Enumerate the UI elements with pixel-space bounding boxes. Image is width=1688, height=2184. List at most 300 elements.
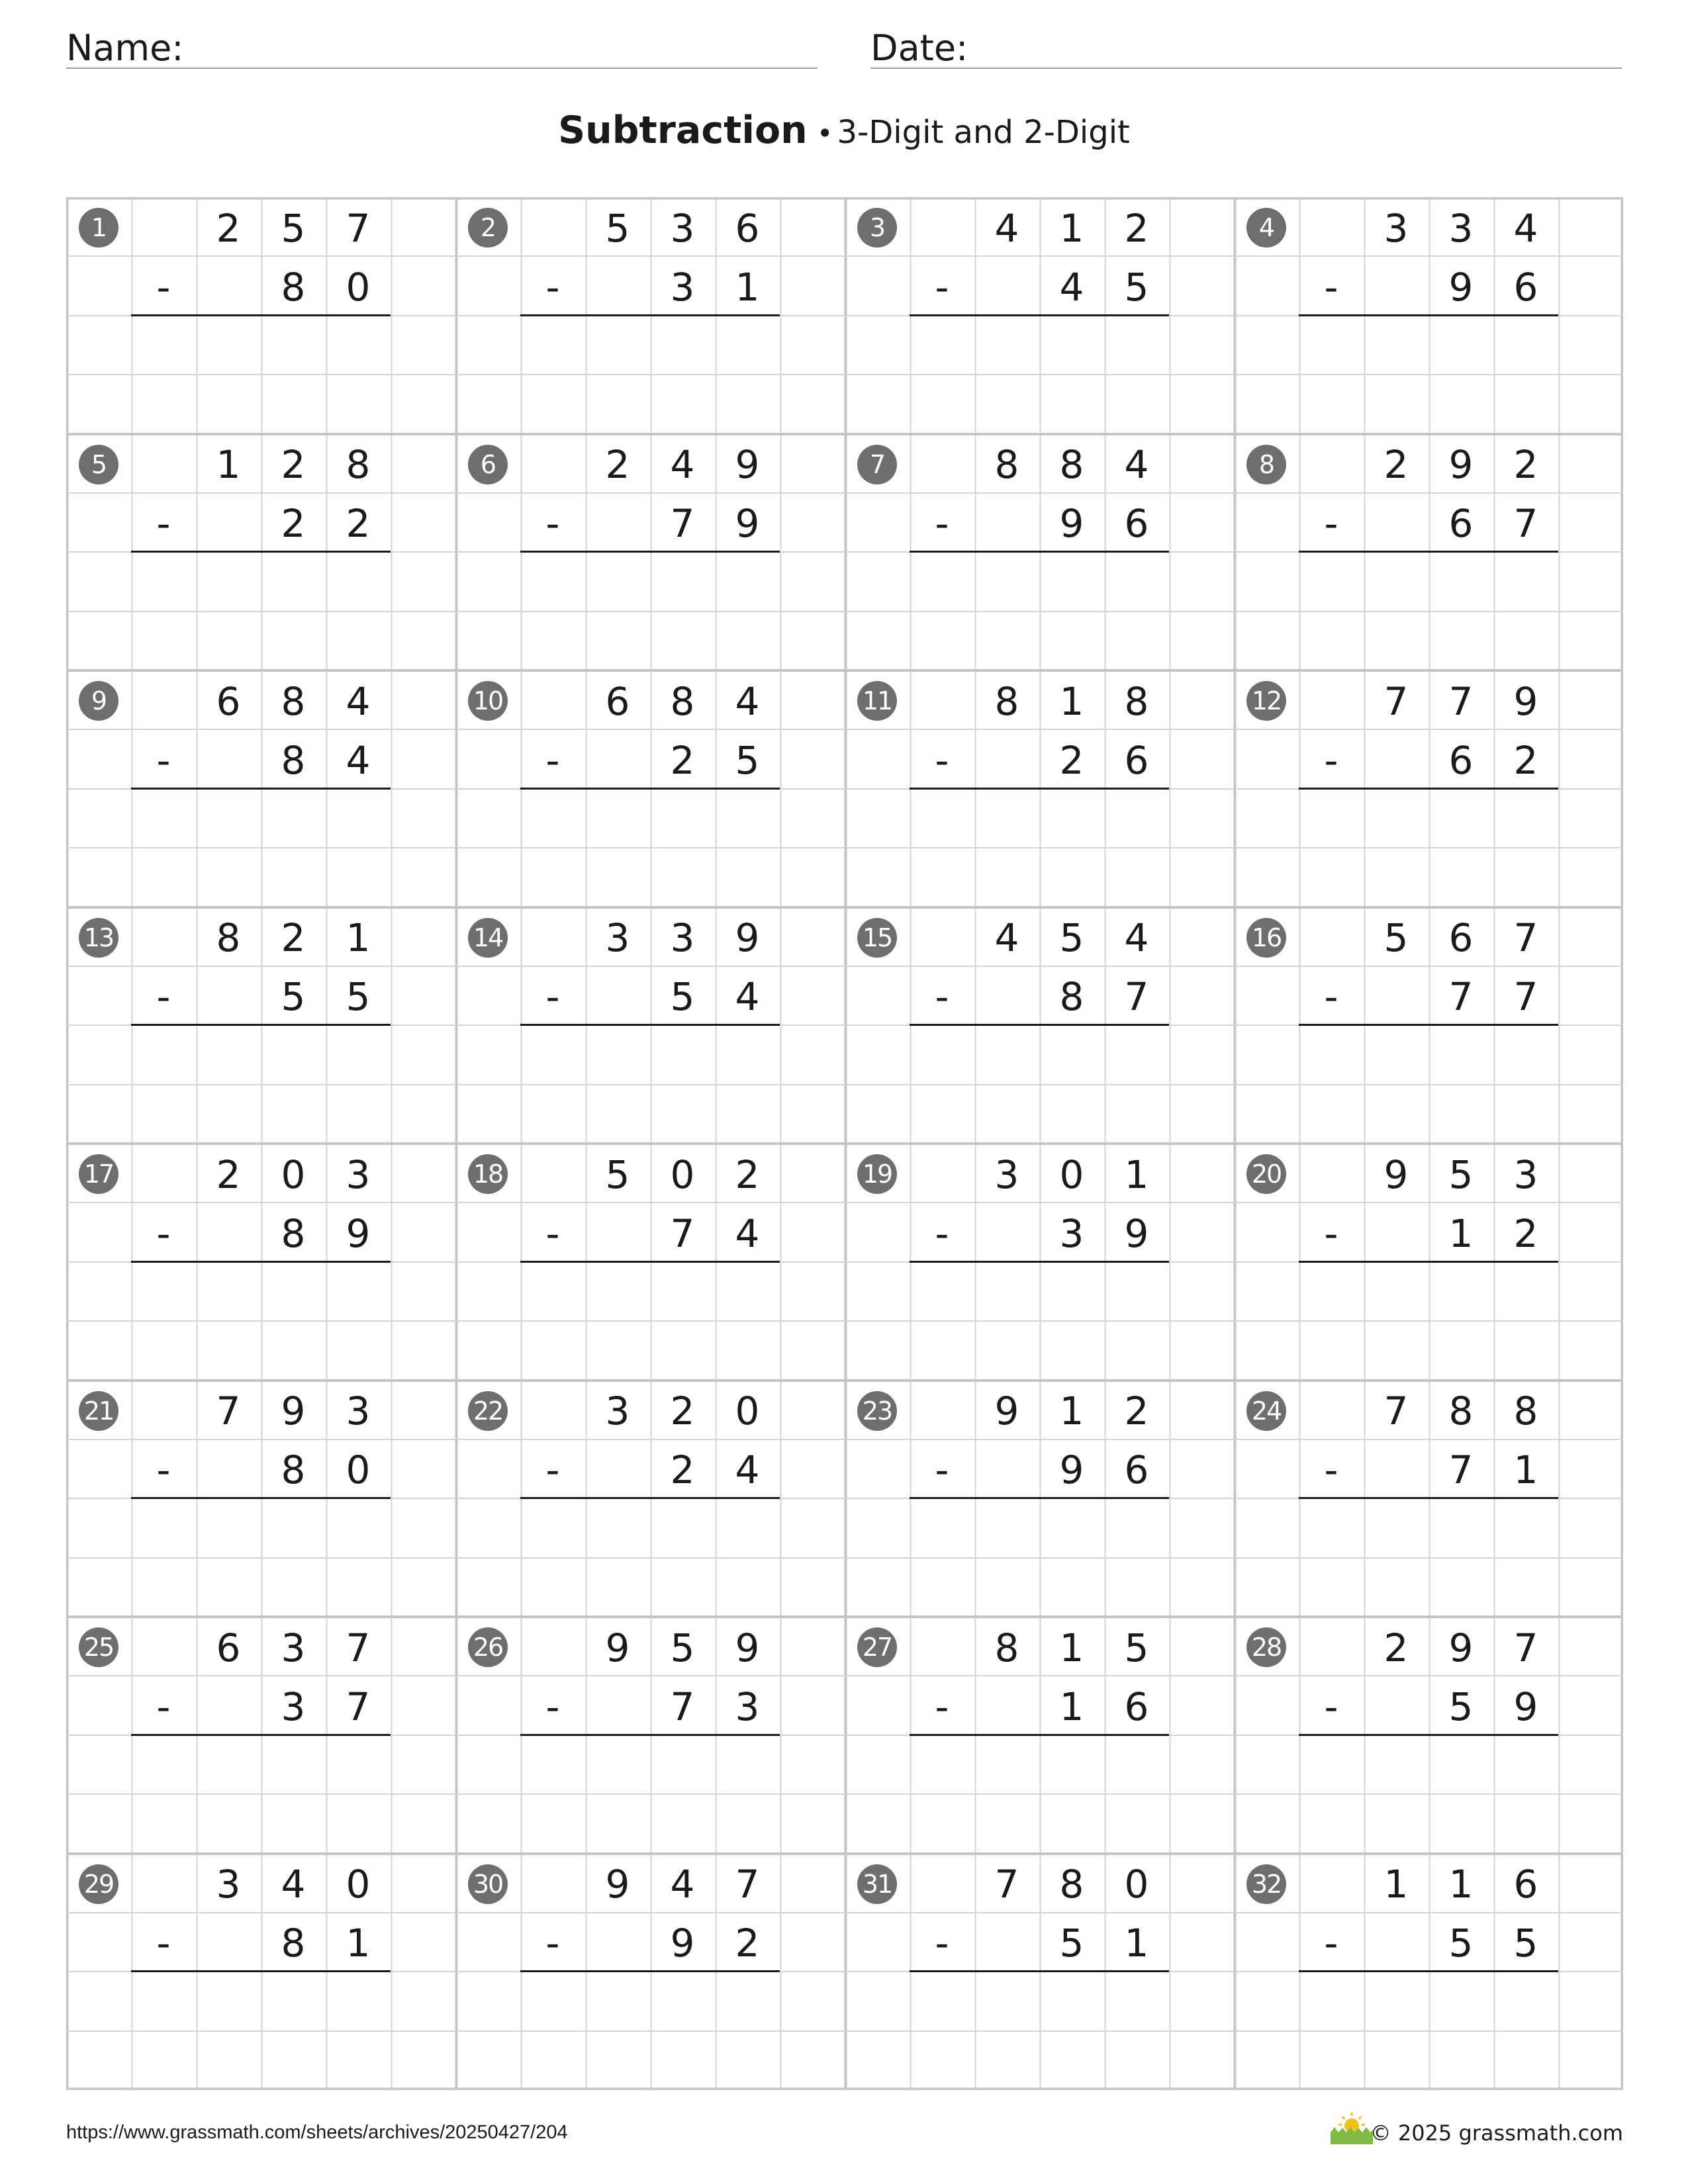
minuend-digit: 5 xyxy=(605,1152,630,1197)
problem-number-badge: 12 xyxy=(1246,681,1286,721)
minuend-digit: 1 xyxy=(1124,1152,1149,1197)
minus-sign: - xyxy=(156,1684,171,1729)
subtrahend-digit: 6 xyxy=(1124,1447,1149,1493)
minuend-digit: 7 xyxy=(735,1862,760,1907)
answer-area[interactable] xyxy=(131,1500,391,1559)
subtrahend-digit: 5 xyxy=(1448,1684,1474,1729)
subtrahend-digit: 6 xyxy=(1124,1684,1149,1729)
answer-area[interactable] xyxy=(520,790,780,849)
minuend-digit: 9 xyxy=(735,1625,760,1670)
minus-sign: - xyxy=(545,501,560,547)
subtrahend-digit: 9 xyxy=(1513,1684,1538,1729)
subtrahend-digit: 8 xyxy=(1059,974,1084,1020)
minuend-digit: 1 xyxy=(1383,1862,1409,1907)
problem-number-badge: 18 xyxy=(468,1154,508,1194)
minus-sign: - xyxy=(935,1684,949,1729)
minuend-digit: 2 xyxy=(735,1152,760,1197)
answer-area[interactable] xyxy=(910,1737,1169,1796)
answer-area[interactable] xyxy=(910,553,1169,612)
minuend-digit: 5 xyxy=(281,205,306,251)
subtrahend-digit: 1 xyxy=(1124,1921,1149,1966)
minuend-digit: 9 xyxy=(735,442,760,487)
subtrahend-digit: 2 xyxy=(670,1447,695,1493)
problem-number-badge: 30 xyxy=(468,1864,508,1904)
minuend-digit: 8 xyxy=(994,678,1019,724)
subtrahend-digit: 9 xyxy=(735,501,760,547)
answer-underline xyxy=(131,551,391,553)
minuend-digit: 4 xyxy=(670,442,695,487)
minuend-digit: 3 xyxy=(281,1625,306,1670)
minuend-digit: 5 xyxy=(1059,915,1084,960)
minus-sign: - xyxy=(545,1684,560,1729)
minuend-digit: 8 xyxy=(994,442,1019,487)
minuend-digit: 9 xyxy=(1383,1152,1409,1197)
subtrahend-digit: 7 xyxy=(1448,1447,1474,1493)
minuend-digit: 0 xyxy=(281,1152,306,1197)
minuend-digit: 7 xyxy=(1513,915,1538,960)
minuend-digit: 4 xyxy=(1513,205,1538,251)
minus-sign: - xyxy=(1324,1210,1338,1256)
subtrahend-digit: 5 xyxy=(346,974,371,1020)
name-label: Name: xyxy=(66,27,184,69)
minuend-digit: 5 xyxy=(1383,915,1409,960)
minus-sign: - xyxy=(156,1447,171,1493)
minuend-digit: 8 xyxy=(281,678,306,724)
minuend-digit: 7 xyxy=(1448,678,1474,724)
minuend-digit: 8 xyxy=(216,915,241,960)
minuend-digit: 7 xyxy=(994,1862,1019,1907)
answer-underline xyxy=(131,314,391,316)
minuend-digit: 0 xyxy=(1124,1862,1149,1907)
subtrahend-digit: 6 xyxy=(1513,264,1538,310)
answer-underline xyxy=(520,1734,780,1736)
answer-area[interactable] xyxy=(520,1026,780,1085)
answer-area[interactable] xyxy=(910,1263,1169,1322)
minuend-digit: 9 xyxy=(1448,442,1474,487)
problem-number-badge: 9 xyxy=(79,681,118,721)
answer-underline xyxy=(910,1970,1169,1972)
subtrahend-digit: 6 xyxy=(1448,737,1474,783)
problem-grid xyxy=(66,197,1623,2090)
answer-area[interactable] xyxy=(1299,1263,1558,1322)
problem-number-badge: 32 xyxy=(1246,1864,1286,1904)
subtrahend-digit: 8 xyxy=(281,1447,306,1493)
problem-number-badge: 5 xyxy=(79,445,118,484)
minus-sign: - xyxy=(156,1921,171,1966)
minuend-digit: 2 xyxy=(1513,442,1538,487)
problem-number-badge: 16 xyxy=(1246,918,1286,958)
answer-underline xyxy=(910,551,1169,553)
minuend-digit: 7 xyxy=(346,1625,371,1670)
minus-sign: - xyxy=(545,1921,560,1966)
footer-copyright: © 2025 grassmath.com xyxy=(1370,2120,1623,2146)
minus-sign: - xyxy=(156,974,171,1020)
minuend-digit: 3 xyxy=(216,1862,241,1907)
answer-underline xyxy=(1299,1024,1558,1026)
answer-area[interactable] xyxy=(131,1737,391,1796)
subtrahend-digit: 7 xyxy=(1513,974,1538,1020)
minus-sign: - xyxy=(545,264,560,310)
answer-underline xyxy=(131,1497,391,1499)
subtrahend-digit: 6 xyxy=(1124,737,1149,783)
answer-area[interactable] xyxy=(1299,317,1558,376)
minuend-digit: 3 xyxy=(994,1152,1019,1197)
answer-underline xyxy=(910,1261,1169,1263)
answer-underline xyxy=(1299,314,1558,316)
problem-number-badge: 31 xyxy=(857,1864,897,1904)
minus-sign: - xyxy=(935,501,949,547)
minuend-digit: 7 xyxy=(346,205,371,251)
answer-underline xyxy=(131,1024,391,1026)
minuend-digit: 3 xyxy=(670,915,695,960)
problem-number-badge: 23 xyxy=(857,1391,897,1431)
problem-number-badge: 15 xyxy=(857,918,897,958)
minuend-digit: 8 xyxy=(1513,1388,1538,1433)
problem-number-badge: 10 xyxy=(468,681,508,721)
minuend-digit: 7 xyxy=(1383,1388,1409,1433)
problem-number-badge: 24 xyxy=(1246,1391,1286,1431)
minus-sign: - xyxy=(545,737,560,783)
minuend-digit: 9 xyxy=(605,1625,630,1670)
subtrahend-digit: 2 xyxy=(1513,1210,1538,1256)
subtrahend-digit: 9 xyxy=(1059,501,1084,547)
minuend-digit: 2 xyxy=(670,1388,695,1433)
answer-area[interactable] xyxy=(520,317,780,376)
subtrahend-digit: 5 xyxy=(1059,1921,1084,1966)
subtrahend-digit: 8 xyxy=(281,737,306,783)
minuend-digit: 4 xyxy=(994,205,1019,251)
minuend-digit: 8 xyxy=(1059,1862,1084,1907)
answer-area[interactable] xyxy=(520,1263,780,1322)
subtrahend-digit: 2 xyxy=(670,737,695,783)
answer-area[interactable] xyxy=(131,1263,391,1322)
subtrahend-digit: 2 xyxy=(735,1921,760,1966)
minuend-digit: 7 xyxy=(1513,1625,1538,1670)
subtrahend-digit: 1 xyxy=(1448,1210,1474,1256)
minuend-digit: 7 xyxy=(1383,678,1409,724)
subtrahend-digit: 8 xyxy=(281,264,306,310)
subtrahend-digit: 5 xyxy=(1513,1921,1538,1966)
minuend-digit: 2 xyxy=(281,915,306,960)
minuend-digit: 1 xyxy=(1448,1862,1474,1907)
name-field[interactable] xyxy=(66,20,818,69)
subtrahend-digit: 7 xyxy=(346,1684,371,1729)
problem-number-badge: 13 xyxy=(79,918,118,958)
answer-underline xyxy=(1299,1261,1558,1263)
subtrahend-digit: 7 xyxy=(1513,501,1538,547)
problem-number-badge: 2 xyxy=(468,208,508,248)
subtrahend-digit: 5 xyxy=(670,974,695,1020)
problem-number-badge: 22 xyxy=(468,1391,508,1431)
problem-number-badge: 11 xyxy=(857,681,897,721)
answer-area[interactable] xyxy=(520,553,780,612)
answer-area[interactable] xyxy=(1299,1973,1558,2032)
answer-underline xyxy=(520,1261,780,1263)
problem-number-badge: 4 xyxy=(1246,208,1286,248)
problem-number-badge: 14 xyxy=(468,918,508,958)
minuend-digit: 1 xyxy=(1059,205,1084,251)
problem-number-badge: 29 xyxy=(79,1864,118,1904)
subtrahend-digit: 4 xyxy=(1059,264,1084,310)
problem-number-badge: 6 xyxy=(468,445,508,484)
problem-number-badge: 17 xyxy=(79,1154,118,1194)
subtrahend-digit: 2 xyxy=(1513,737,1538,783)
minus-sign: - xyxy=(1324,264,1338,310)
subtrahend-digit: 2 xyxy=(346,501,371,547)
minuend-digit: 3 xyxy=(1383,205,1409,251)
answer-area[interactable] xyxy=(131,790,391,849)
subtrahend-digit: 7 xyxy=(670,501,695,547)
answer-area[interactable] xyxy=(131,553,391,612)
problem-number-badge: 21 xyxy=(79,1391,118,1431)
date-field[interactable] xyxy=(870,20,1622,69)
title-main: Subtraction xyxy=(558,109,808,152)
answer-area[interactable] xyxy=(1299,790,1558,849)
minuend-digit: 1 xyxy=(216,442,241,487)
minus-sign: - xyxy=(1324,1684,1338,1729)
answer-underline xyxy=(520,1970,780,1972)
problem-number-badge: 7 xyxy=(857,445,897,484)
subtrahend-digit: 1 xyxy=(1513,1447,1538,1493)
minus-sign: - xyxy=(935,1921,949,1966)
answer-underline xyxy=(1299,788,1558,790)
minuend-digit: 1 xyxy=(1059,678,1084,724)
subtrahend-digit: 6 xyxy=(1448,501,1474,547)
subtrahend-digit: 9 xyxy=(670,1921,695,1966)
answer-underline xyxy=(131,1261,391,1263)
subtrahend-digit: 0 xyxy=(346,264,371,310)
answer-underline xyxy=(910,1024,1169,1026)
minuend-digit: 1 xyxy=(1059,1625,1084,1670)
answer-area[interactable] xyxy=(910,1973,1169,2032)
minus-sign: - xyxy=(935,974,949,1020)
minus-sign: - xyxy=(935,737,949,783)
minuend-digit: 2 xyxy=(1124,205,1149,251)
subtrahend-digit: 3 xyxy=(670,264,695,310)
minuend-digit: 4 xyxy=(735,678,760,724)
answer-area[interactable] xyxy=(131,317,391,376)
subtrahend-digit: 2 xyxy=(1059,737,1084,783)
subtrahend-digit: 5 xyxy=(735,737,760,783)
minuend-digit: 2 xyxy=(1124,1388,1149,1433)
answer-underline xyxy=(910,1497,1169,1499)
problem-number-badge: 20 xyxy=(1246,1154,1286,1194)
subtrahend-digit: 7 xyxy=(1124,974,1149,1020)
minuend-digit: 9 xyxy=(1448,1625,1474,1670)
minuend-digit: 3 xyxy=(1448,205,1474,251)
minuend-digit: 4 xyxy=(1124,915,1149,960)
minuend-digit: 9 xyxy=(281,1388,306,1433)
subtrahend-digit: 9 xyxy=(1448,264,1474,310)
answer-underline xyxy=(520,788,780,790)
answer-underline xyxy=(1299,551,1558,553)
minuend-digit: 3 xyxy=(605,915,630,960)
minuend-digit: 6 xyxy=(735,205,760,251)
minus-sign: - xyxy=(545,1447,560,1493)
minus-sign: - xyxy=(1324,737,1338,783)
answer-underline xyxy=(520,1024,780,1026)
title-bullet: • xyxy=(816,117,833,150)
answer-underline xyxy=(910,314,1169,316)
subtrahend-digit: 9 xyxy=(1124,1210,1149,1256)
minuend-digit: 4 xyxy=(346,678,371,724)
date-label: Date: xyxy=(870,27,968,69)
subtrahend-digit: 5 xyxy=(1448,1921,1474,1966)
problem-number-badge: 19 xyxy=(857,1154,897,1194)
minuend-digit: 0 xyxy=(735,1388,760,1433)
subtrahend-digit: 4 xyxy=(735,974,760,1020)
minuend-digit: 8 xyxy=(670,678,695,724)
minuend-digit: 9 xyxy=(994,1388,1019,1433)
minuend-digit: 4 xyxy=(670,1862,695,1907)
subtrahend-digit: 3 xyxy=(1059,1210,1084,1256)
minuend-digit: 4 xyxy=(1124,442,1149,487)
minuend-digit: 3 xyxy=(670,205,695,251)
subtrahend-digit: 3 xyxy=(281,1684,306,1729)
answer-underline xyxy=(520,314,780,316)
subtrahend-digit: 7 xyxy=(670,1684,695,1729)
minuend-digit: 0 xyxy=(670,1152,695,1197)
answer-area[interactable] xyxy=(520,1737,780,1796)
minuend-digit: 0 xyxy=(1059,1152,1084,1197)
answer-underline xyxy=(1299,1970,1558,1972)
answer-underline xyxy=(520,551,780,553)
footer-url[interactable]: https://www.grassmath.com/sheets/archives/20250427/204 xyxy=(66,2122,568,2143)
subtrahend-digit: 1 xyxy=(1059,1684,1084,1729)
minuend-digit: 2 xyxy=(1383,442,1409,487)
minuend-digit: 6 xyxy=(216,678,241,724)
subtrahend-digit: 9 xyxy=(1059,1447,1084,1493)
subtrahend-digit: 6 xyxy=(1124,501,1149,547)
subtrahend-digit: 4 xyxy=(735,1210,760,1256)
answer-area[interactable] xyxy=(1299,1737,1558,1796)
minuend-digit: 6 xyxy=(1513,1862,1538,1907)
minuend-digit: 5 xyxy=(1448,1152,1474,1197)
minuend-digit: 9 xyxy=(1513,678,1538,724)
minuend-digit: 4 xyxy=(281,1862,306,1907)
minuend-digit: 5 xyxy=(670,1625,695,1670)
minus-sign: - xyxy=(1324,974,1338,1020)
minus-sign: - xyxy=(935,1447,949,1493)
answer-underline xyxy=(1299,1734,1558,1736)
minuend-digit: 9 xyxy=(605,1862,630,1907)
minuend-digit: 5 xyxy=(605,205,630,251)
minus-sign: - xyxy=(1324,501,1338,547)
minuend-digit: 6 xyxy=(605,678,630,724)
problem-number-badge: 3 xyxy=(857,208,897,248)
minus-sign: - xyxy=(156,737,171,783)
minuend-digit: 7 xyxy=(216,1388,241,1433)
answer-area[interactable] xyxy=(1299,553,1558,612)
subtrahend-digit: 7 xyxy=(670,1210,695,1256)
minuend-digit: 2 xyxy=(605,442,630,487)
minuend-digit: 3 xyxy=(346,1388,371,1433)
answer-underline xyxy=(131,1970,391,1972)
minus-sign: - xyxy=(1324,1447,1338,1493)
minuend-digit: 2 xyxy=(1383,1625,1409,1670)
answer-underline xyxy=(131,1734,391,1736)
minus-sign: - xyxy=(935,264,949,310)
answer-underline xyxy=(131,788,391,790)
subtrahend-digit: 4 xyxy=(735,1447,760,1493)
problem-number-badge: 25 xyxy=(79,1627,118,1667)
answer-area[interactable] xyxy=(910,317,1169,376)
subtrahend-digit: 9 xyxy=(346,1210,371,1256)
subtrahend-digit: 8 xyxy=(281,1921,306,1966)
answer-area[interactable] xyxy=(520,1500,780,1559)
title-subtitle: 3-Digit and 2-Digit xyxy=(837,114,1130,151)
minuend-digit: 5 xyxy=(1124,1625,1149,1670)
minuend-digit: 4 xyxy=(994,915,1019,960)
minus-sign: - xyxy=(156,1210,171,1256)
answer-underline xyxy=(520,1497,780,1499)
subtrahend-digit: 4 xyxy=(346,737,371,783)
minuend-digit: 1 xyxy=(1059,1388,1084,1433)
answer-underline xyxy=(910,788,1169,790)
subtrahend-digit: 1 xyxy=(346,1921,371,1966)
minuend-digit: 3 xyxy=(605,1388,630,1433)
minuend-digit: 8 xyxy=(1448,1388,1474,1433)
subtrahend-digit: 0 xyxy=(346,1447,371,1493)
minuend-digit: 6 xyxy=(216,1625,241,1670)
minus-sign: - xyxy=(1324,1921,1338,1966)
minuend-digit: 2 xyxy=(216,1152,241,1197)
minus-sign: - xyxy=(156,264,171,310)
minus-sign: - xyxy=(545,974,560,1020)
answer-underline xyxy=(910,1734,1169,1736)
minuend-digit: 3 xyxy=(346,1152,371,1197)
problem-number-badge: 8 xyxy=(1246,445,1286,484)
grass-sun-logo-icon xyxy=(1327,2110,1377,2147)
problem-number-badge: 1 xyxy=(79,208,118,248)
minuend-digit: 2 xyxy=(216,205,241,251)
problem-number-badge: 27 xyxy=(857,1627,897,1667)
minuend-digit: 3 xyxy=(1513,1152,1538,1197)
minuend-digit: 2 xyxy=(281,442,306,487)
answer-area[interactable] xyxy=(1299,1500,1558,1559)
minus-sign: - xyxy=(935,1210,949,1256)
minuend-digit: 1 xyxy=(346,915,371,960)
minuend-digit: 0 xyxy=(346,1862,371,1907)
subtrahend-digit: 2 xyxy=(281,501,306,547)
answer-area[interactable] xyxy=(520,1973,780,2032)
problem-number-badge: 26 xyxy=(468,1627,508,1667)
minuend-digit: 8 xyxy=(1059,442,1084,487)
answer-area[interactable] xyxy=(910,1026,1169,1085)
subtrahend-digit: 8 xyxy=(281,1210,306,1256)
subtrahend-digit: 3 xyxy=(735,1684,760,1729)
worksheet-title xyxy=(0,104,1688,160)
minus-sign: - xyxy=(545,1210,560,1256)
minuend-digit: 9 xyxy=(735,915,760,960)
answer-area[interactable] xyxy=(910,1500,1169,1559)
minuend-digit: 8 xyxy=(1124,678,1149,724)
answer-area[interactable] xyxy=(1299,1026,1558,1085)
subtrahend-digit: 1 xyxy=(735,264,760,310)
minuend-digit: 8 xyxy=(994,1625,1019,1670)
answer-area[interactable] xyxy=(131,1973,391,2032)
answer-area[interactable] xyxy=(910,790,1169,849)
answer-underline xyxy=(1299,1497,1558,1499)
subtrahend-digit: 7 xyxy=(1448,974,1474,1020)
minuend-digit: 8 xyxy=(346,442,371,487)
problem-number-badge: 28 xyxy=(1246,1627,1286,1667)
minuend-digit: 6 xyxy=(1448,915,1474,960)
subtrahend-digit: 5 xyxy=(281,974,306,1020)
subtrahend-digit: 5 xyxy=(1124,264,1149,310)
answer-area[interactable] xyxy=(131,1026,391,1085)
minus-sign: - xyxy=(156,501,171,547)
